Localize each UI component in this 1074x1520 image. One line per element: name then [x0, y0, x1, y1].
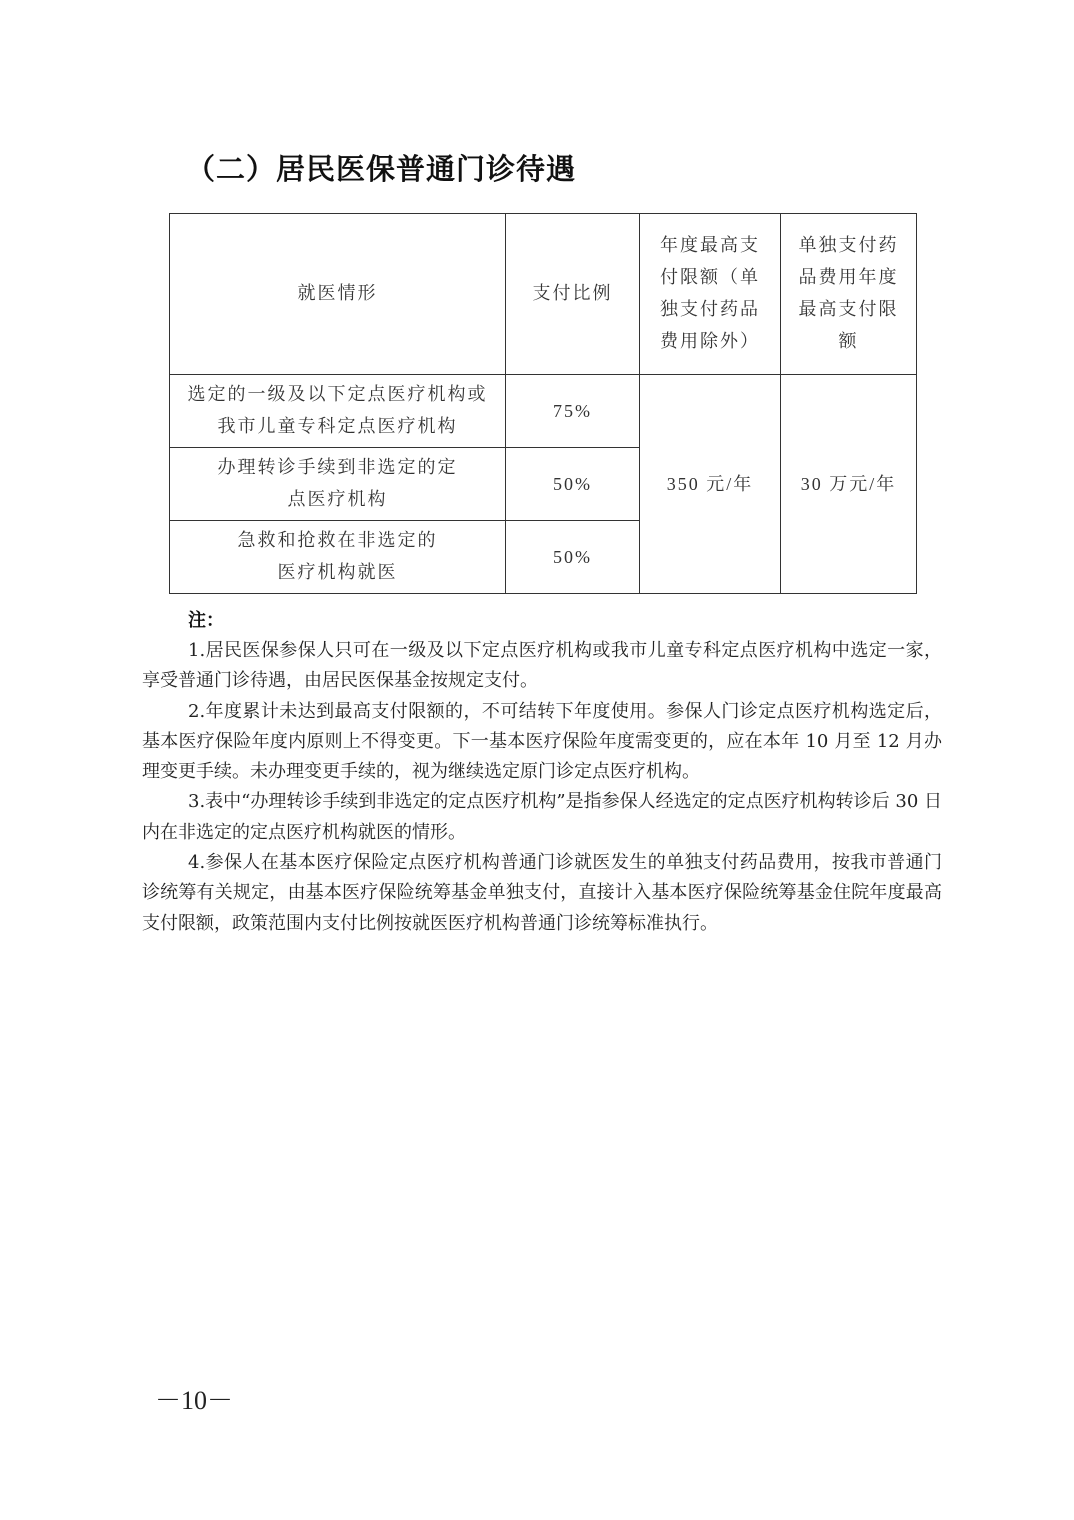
page-number: －10－: [155, 1386, 234, 1415]
header-ratio: 支付比例: [506, 214, 640, 375]
section-heading: （二）居民医保普通门诊待遇: [186, 152, 577, 186]
row-situation: 办理转诊手续到非选定的定点医疗机构: [170, 448, 506, 521]
table-row: [170, 375, 917, 448]
header-situation: 就医情形: [170, 214, 506, 375]
header-annual-limit: 年度最高支付限额（单独支付药品费用除外）: [640, 214, 781, 375]
row-ratio: 75%: [506, 375, 640, 448]
annual-limit-value: 350 元/年: [640, 375, 781, 594]
row-situation: 选定的一级及以下定点医疗机构或我市儿童专科定点医疗机构: [170, 375, 506, 448]
benefit-table: [169, 213, 917, 594]
notes-label: 注：: [188, 610, 224, 631]
drug-limit-value: 30 万元/年: [781, 375, 917, 594]
header-drug-limit: 单独支付药品费用年度最高支付限额: [781, 214, 917, 375]
row-ratio: 50%: [506, 448, 640, 521]
note-item: 3.表中“办理转诊手续到非选定的定点医疗机构”是指参保人经选定的定点医疗机构转诊后 30 日内在非选定的定点医疗机构就医的情形。: [142, 791, 942, 843]
table-header-row: [170, 214, 917, 375]
row-ratio: 50%: [506, 521, 640, 594]
note-item: 1.居民医保参保人只可在一级及以下定点医疗机构或我市儿童专科定点医疗机构中选定一家，享受普通门诊待遇，由居民医保基金按规定支付。: [142, 640, 942, 692]
row-situation: 急救和抢救在非选定的医疗机构就医: [170, 521, 506, 594]
note-item: 2.年度累计未达到最高支付限额的，不可结转下年度使用。参保人门诊定点医疗机构选定后，基本医疗保险年度内原则上不得变更。下一基本医疗保险年度需变更的，应在本年 10 月至 12 月办理变更手续。未办理变更手续的，视为继续选定原门诊定点医疗机构。: [142, 700, 942, 783]
notes-list: [142, 636, 942, 939]
note-item: 4.参保人在基本医疗保险定点医疗机构普通门诊就医发生的单独支付药品费用，按我市普通门诊统筹有关规定，由基本医疗保险统筹基金单独支付，直接计入基本医疗保险统筹基金住院年度最高支付限额，政策范围内支付比例按就医医疗机构普通门诊统筹标准执行。: [142, 852, 942, 934]
